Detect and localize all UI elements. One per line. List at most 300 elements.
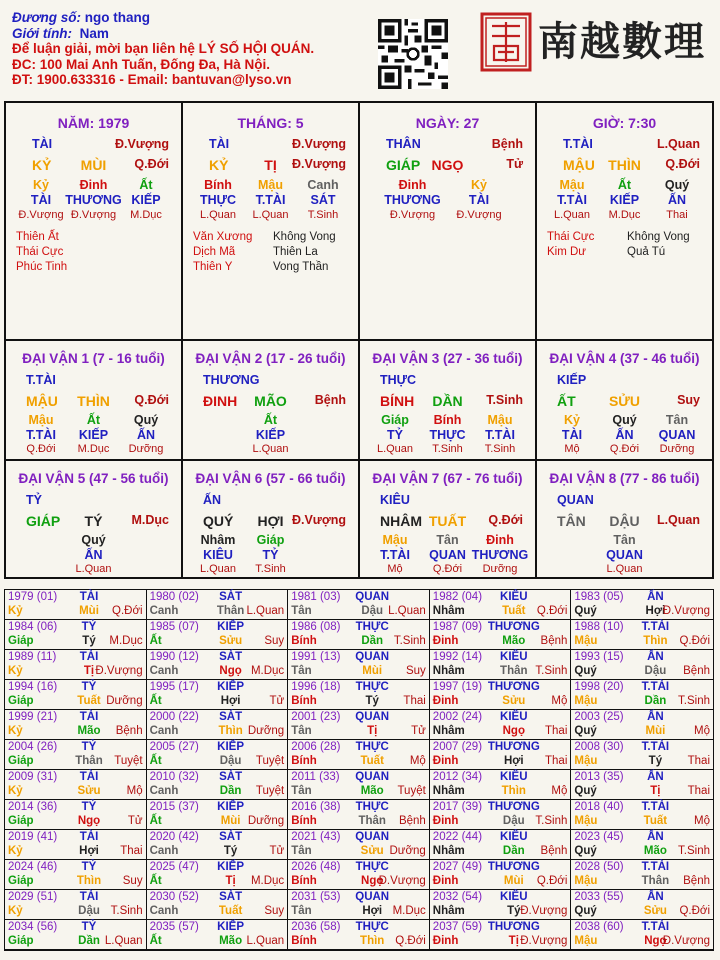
year-label: 1986 (08)	[291, 621, 341, 633]
hidden-stem: Quý	[81, 533, 106, 547]
dai-van-can: ĐINH	[203, 393, 238, 409]
year-god: TÀI	[79, 771, 99, 783]
year-status: Tử	[269, 845, 285, 857]
year-label: 1980 (02)	[149, 591, 199, 603]
year-cell	[288, 590, 430, 620]
year-label: 2027 (49)	[432, 861, 483, 873]
pillar-can: MẬU	[563, 157, 595, 173]
year-label: 1998 (20)	[574, 681, 624, 693]
hidden-stem: Bính	[204, 178, 232, 192]
year-chi: Dậu	[502, 815, 525, 827]
year-can: Nhâm	[432, 785, 465, 797]
year-chi: Dần	[361, 635, 384, 647]
pillar-chi-status: Q.Đới	[134, 157, 169, 171]
pillar-hidden-gods-row	[183, 193, 358, 209]
dai-van-god-row	[183, 493, 358, 509]
dai-van-god: QUAN	[557, 493, 594, 507]
year-label: 2013 (35)	[574, 771, 624, 783]
dai-van-can: QUÝ	[203, 513, 234, 529]
dai-van-god-row	[360, 493, 535, 509]
year-can: Mậu	[574, 755, 598, 767]
year-status: Tử	[269, 695, 285, 707]
year-status: L.Quan	[104, 935, 143, 947]
dai-van-title: ĐẠI VẬN 5 (47 - 56 tuổi)	[18, 471, 169, 486]
dai-van-hidden-gods-row	[6, 428, 181, 444]
hidden-state: Thai	[666, 209, 688, 221]
year-god: QUAN	[355, 651, 390, 663]
year-god: SÁT	[219, 831, 243, 843]
dai-van-hidden-row	[537, 413, 712, 429]
hidden-state: T.Sinh	[255, 563, 286, 575]
star-left: Văn Xương	[193, 231, 253, 243]
year-status: Tuyệt	[255, 755, 285, 767]
year-chi: Tị	[83, 665, 95, 677]
pillar-can-chi-row	[537, 157, 712, 173]
star-row	[183, 231, 358, 247]
hidden-state: L.Quan	[606, 563, 643, 575]
contact-line: Để luận giải, mời bạn liên hệ LÝ SỐ HỘI QUÁN.	[12, 41, 315, 57]
year-can: Canh	[149, 665, 179, 677]
year-cell	[430, 800, 572, 830]
year-status: T.Sinh	[678, 695, 710, 707]
year-can: Nhâm	[432, 725, 465, 737]
year-can: Ất	[149, 935, 162, 947]
year-chi: Hợi	[362, 905, 383, 917]
pillar-hidden-states-row	[6, 209, 181, 225]
dai-van-god-row	[183, 373, 358, 389]
hidden-stem: Ất	[86, 413, 101, 427]
pillar-can-god: TÀI	[209, 137, 230, 151]
year-can: Canh	[149, 845, 179, 857]
year-cell	[288, 620, 430, 650]
hidden-state: Q.Đới	[26, 443, 56, 455]
dai-van-title: ĐẠI VẬN 7 (67 - 76 tuổi)	[372, 471, 523, 486]
dai-van-hidden-states-row	[537, 563, 712, 579]
dai-van-can-chi-row	[6, 513, 181, 529]
dai-van-title: ĐẠI VẬN 1 (7 - 16 tuổi)	[22, 351, 165, 366]
dai-van-hidden-gods-row	[537, 548, 712, 564]
year-status: Q.Đới	[679, 635, 710, 647]
dai-van-hidden-states-row	[6, 563, 181, 579]
dai-van-hidden-gods-row	[183, 428, 358, 444]
dai-van-hidden-row	[537, 533, 712, 549]
year-can: Quý	[574, 725, 597, 737]
year-god: TỶ	[81, 861, 97, 873]
dai-van-hidden-gods-row	[183, 548, 358, 564]
year-cell	[571, 590, 713, 620]
year-status: Tuyệt	[255, 785, 285, 797]
year-can: Tân	[291, 785, 312, 797]
year-can: Giáp	[8, 935, 34, 947]
year-chi: Mão	[77, 725, 101, 737]
dai-van-chi: TUẤT	[428, 513, 467, 529]
pillar-column	[360, 103, 537, 339]
year-can: Giáp	[8, 875, 34, 887]
year-chi: Ngọ	[361, 875, 384, 887]
year-god: T.TÀI	[641, 621, 670, 633]
year-cell	[5, 860, 147, 890]
year-label: 1992 (14)	[432, 651, 483, 663]
year-god: TỶ	[81, 801, 97, 813]
dai-van-god-row	[537, 493, 712, 509]
star-left: Thiên Ất	[16, 231, 59, 243]
star-row	[537, 246, 712, 262]
hidden-god: ẤN	[136, 428, 156, 442]
hidden-stem: Kỷ	[33, 178, 49, 192]
year-label: 1981 (03)	[291, 591, 341, 603]
hidden-stem: Tân	[665, 413, 689, 427]
dai-van-hidden-row	[6, 413, 181, 429]
pillar-can: KỶ	[209, 157, 229, 173]
hidden-god: QUAN	[429, 548, 466, 562]
year-cell	[571, 890, 713, 920]
year-label: 2021 (43)	[291, 831, 341, 843]
star-row	[183, 246, 358, 262]
year-label: 2006 (28)	[291, 741, 341, 753]
hidden-state: L.Quan	[252, 443, 289, 455]
year-can: Bính	[291, 695, 317, 707]
year-cell	[288, 710, 430, 740]
year-status: Suy	[264, 635, 285, 647]
year-status: Mộ	[694, 725, 710, 737]
year-god: SÁT	[219, 591, 243, 603]
year-god: TỶ	[81, 621, 97, 633]
year-god: KIẾP	[217, 801, 245, 813]
year-cell	[288, 890, 430, 920]
hidden-god: T.TÀI	[26, 428, 56, 442]
year-status: Tuyệt	[114, 755, 143, 767]
dai-van-title: ĐẠI VẬN 4 (37 - 46 tuổi)	[549, 351, 700, 366]
year-can: Nhâm	[432, 665, 465, 677]
year-status: M.Dục	[392, 905, 426, 917]
year-status: M.Dục	[250, 875, 285, 887]
year-chi: Thân	[216, 605, 245, 617]
year-status: Tử	[127, 815, 143, 827]
star-row	[6, 261, 181, 277]
hidden-god: ẤN	[615, 428, 634, 442]
year-can: Đinh	[432, 635, 459, 647]
year-status: Bệnh	[683, 875, 710, 887]
year-god: THƯƠNG	[487, 801, 540, 813]
dai-van-can-chi-row	[6, 393, 181, 409]
hidden-god: KIẾP	[609, 193, 640, 207]
year-label: 1985 (07)	[149, 621, 199, 633]
year-label: 1987 (09)	[432, 621, 483, 633]
year-label: 2035 (57)	[149, 921, 199, 933]
qr-code-icon	[378, 19, 448, 89]
hidden-stem: Đinh	[486, 533, 514, 547]
year-god: ẤN	[647, 891, 664, 903]
pillar-chi: NGỌ	[431, 157, 464, 173]
year-label: 2025 (47)	[149, 861, 199, 873]
hidden-state: Đ.Vượng	[70, 209, 117, 221]
year-god: ẤN	[647, 711, 664, 723]
year-cell	[5, 890, 147, 920]
year-chi: Tý	[223, 845, 238, 857]
pillar-can-status: Bệnh	[491, 137, 523, 151]
year-label: 2032 (54)	[432, 891, 483, 903]
dai-van-hidden-gods-row	[360, 428, 535, 444]
dai-van-hidden-row	[183, 533, 358, 549]
hidden-god: KIẾP	[131, 193, 161, 207]
year-status: Suy	[122, 875, 143, 887]
year-cell	[571, 860, 713, 890]
year-cell	[147, 590, 289, 620]
hidden-god: T.TÀI	[255, 193, 286, 207]
pillar-column	[183, 103, 360, 339]
hidden-state: Dưỡng	[659, 443, 695, 455]
year-god: KIÊU	[500, 591, 528, 603]
year-can: Quý	[574, 665, 597, 677]
hidden-state: L.Quan	[199, 563, 237, 575]
pillar-can-chi-row	[183, 157, 358, 173]
year-god: THỰC	[355, 741, 389, 753]
year-can: Kỷ	[8, 905, 23, 917]
year-label: 2014 (36)	[8, 801, 58, 813]
hidden-god: THƯƠNG	[65, 193, 122, 207]
year-cell	[288, 740, 430, 770]
year-label: 2037 (59)	[432, 921, 483, 933]
star-left: Phúc Tinh	[16, 261, 68, 273]
pillar-hidden-gods-row	[537, 193, 712, 209]
year-can: Quý	[574, 905, 597, 917]
year-god: QUAN	[355, 711, 390, 723]
year-cell	[430, 710, 572, 740]
year-god: THƯƠNG	[487, 681, 540, 693]
year-cell	[288, 800, 430, 830]
hidden-stem: Đinh	[398, 178, 427, 192]
year-god: SÁT	[219, 891, 243, 903]
hidden-state: Đ.Vượng	[18, 209, 64, 221]
year-god: THỰC	[355, 681, 389, 693]
hidden-state: L.Quan	[75, 563, 112, 575]
star-right: Thiên La	[273, 246, 318, 258]
hidden-god: TÀI	[468, 193, 490, 207]
year-label: 2022 (44)	[432, 831, 483, 843]
year-label: 2030 (52)	[149, 891, 199, 903]
star-right: Quả Tú	[627, 246, 666, 258]
year-cell	[288, 770, 430, 800]
dai-van-cell	[183, 341, 360, 459]
year-can: Đinh	[432, 875, 459, 887]
year-can: Nhâm	[432, 605, 465, 617]
year-cell	[571, 620, 713, 650]
year-chi: Sửu	[360, 845, 384, 857]
year-label: 2007 (29)	[432, 741, 483, 753]
dai-van-can-chi-row	[183, 393, 358, 409]
year-label: 1997 (19)	[432, 681, 483, 693]
year-label: 2024 (46)	[8, 861, 58, 873]
year-can: Giáp	[8, 815, 34, 827]
year-chi: Sửu	[643, 905, 667, 917]
year-chi: Dậu	[361, 605, 384, 617]
pillar-can-status: Đ.Vượng	[291, 137, 346, 151]
star-row	[6, 231, 181, 247]
pillar-can: KỶ	[32, 157, 52, 173]
year-cell	[430, 770, 572, 800]
phone-email-line: ĐT: 1900.633316 - Email: bantuvan@lyso.vn	[12, 72, 292, 88]
hidden-state: Q.Đới	[432, 563, 463, 575]
hidden-state: Dưỡng	[128, 443, 164, 455]
year-cell	[147, 650, 289, 680]
year-chi: Tuất	[643, 815, 668, 827]
year-label: 2038 (60)	[574, 921, 624, 933]
year-cell	[571, 710, 713, 740]
year-label: 2011 (33)	[291, 771, 340, 783]
pillar-god-row	[537, 137, 712, 153]
hidden-god: THỰC	[429, 428, 466, 442]
year-label: 2000 (22)	[149, 711, 199, 723]
dai-van-chi: MÃO	[254, 393, 287, 409]
year-status: Thai	[120, 845, 143, 857]
year-cell	[5, 830, 147, 860]
hidden-state: M.Dục	[77, 443, 110, 455]
year-cell	[5, 590, 147, 620]
year-cell	[430, 620, 572, 650]
year-chi: Tý	[507, 905, 521, 917]
dai-van-hidden-gods-row	[6, 548, 181, 564]
pillar-hidden-states-row	[360, 209, 535, 225]
year-chi: Thân	[641, 875, 670, 887]
hidden-stem: Giáp	[381, 413, 409, 427]
dai-van-title: ĐẠI VẬN 6 (57 - 66 tuổi)	[195, 471, 346, 486]
dai-van-title: ĐẠI VẬN 8 (77 - 86 tuổi)	[549, 471, 700, 486]
year-chi: Dậu	[644, 665, 667, 677]
dai-van-god: TỶ	[26, 493, 42, 507]
year-status: Q.Đới	[536, 875, 568, 887]
dai-van-can: NHÂM	[380, 513, 422, 529]
star-row	[537, 231, 712, 247]
year-status: M.Dục	[109, 635, 143, 647]
year-cell	[147, 890, 289, 920]
year-god: QUAN	[355, 591, 390, 603]
hidden-god: ẤN	[667, 193, 687, 207]
pillar-god-row	[183, 137, 358, 153]
year-can: Bính	[291, 815, 317, 827]
year-cell	[147, 830, 289, 860]
logo-title: 南越數理	[538, 18, 706, 65]
hidden-god: TỶ	[387, 428, 403, 442]
year-status: Đ.Vượng	[378, 875, 426, 887]
year-god: TỶ	[81, 741, 97, 753]
year-label: 2029 (51)	[8, 891, 58, 903]
year-chi: Ngọ	[644, 935, 667, 947]
year-status: T.Sinh	[393, 635, 426, 647]
dai-van-cell	[6, 461, 183, 579]
year-god: ẤN	[647, 651, 664, 663]
pillar-chi-status: Tử	[506, 157, 523, 171]
year-chi: Dậu	[219, 755, 242, 767]
year-can: Giáp	[8, 755, 34, 767]
year-label: 1995 (17)	[149, 681, 199, 693]
year-cell	[5, 920, 147, 950]
year-chi: Hợi	[220, 695, 241, 707]
hidden-stem: Canh	[307, 178, 339, 192]
dai-van-chi: HỢI	[257, 513, 284, 529]
star-left: Thái Cực	[547, 231, 595, 243]
year-cell	[430, 890, 572, 920]
year-label: 2020 (42)	[149, 831, 199, 843]
year-label: 2004 (26)	[8, 741, 58, 753]
year-god: KIÊU	[500, 891, 528, 903]
year-status: Đ.Vượng	[520, 905, 568, 917]
year-cell	[288, 920, 430, 950]
year-god: TÀI	[79, 591, 99, 603]
dai-van-status: Bệnh	[314, 393, 346, 407]
year-status: Bệnh	[683, 665, 710, 677]
year-can: Mậu	[574, 815, 598, 827]
year-chi: Thìn	[218, 725, 243, 737]
dai-van-cell	[183, 461, 360, 579]
dai-van-hidden-row	[6, 533, 181, 549]
year-label: 2034 (56)	[8, 921, 58, 933]
hidden-state: T.Sinh	[432, 443, 463, 455]
year-can: Ất	[149, 815, 162, 827]
hidden-state: L.Quan	[199, 209, 237, 221]
year-can: Kỷ	[8, 785, 23, 797]
year-god: KIÊU	[500, 651, 528, 663]
year-cell	[571, 650, 713, 680]
year-cell	[430, 830, 572, 860]
year-god: TÀI	[79, 831, 99, 843]
year-label: 1982 (04)	[432, 591, 483, 603]
year-status: L.Quan	[388, 605, 426, 617]
dai-van-status: Đ.Vượng	[291, 513, 346, 527]
year-chi: Tý	[82, 635, 96, 647]
dai-van-hidden-states-row	[6, 443, 181, 459]
year-cell	[147, 710, 289, 740]
hidden-state: T.Sinh	[307, 209, 339, 221]
dai-van-can-chi-row	[537, 513, 712, 529]
year-can: Ất	[149, 695, 162, 707]
year-can: Canh	[149, 725, 179, 737]
year-chi: Hợi	[645, 605, 666, 617]
year-status: Tử	[411, 725, 426, 737]
year-can: Kỷ	[8, 725, 23, 737]
hidden-god: THỰC	[199, 193, 237, 207]
pillar-hidden-states-row	[537, 209, 712, 225]
year-status: T.Sinh	[110, 905, 143, 917]
year-label: 1979 (01)	[8, 591, 58, 603]
year-can: Ất	[149, 755, 162, 767]
dai-van-cell	[360, 461, 537, 579]
year-cell	[147, 770, 289, 800]
year-cell	[288, 830, 430, 860]
year-label: 1988 (10)	[574, 621, 624, 633]
year-status: Thai	[687, 755, 710, 767]
year-status: Mộ	[551, 695, 568, 707]
year-chi: Sửu	[77, 785, 101, 797]
dai-van-god-row	[6, 493, 181, 509]
year-status: Mộ	[694, 815, 710, 827]
year-god: THỰC	[355, 921, 389, 933]
year-can: Ất	[149, 875, 162, 887]
hidden-god: THƯƠNG	[384, 193, 441, 207]
year-god: KIẾP	[217, 621, 245, 633]
annual-luck-grid	[4, 589, 714, 951]
year-chi: Thìn	[501, 785, 526, 797]
year-cell	[430, 650, 572, 680]
year-status: Dưỡng	[247, 815, 285, 827]
pillar-hidden-row	[183, 178, 358, 194]
pillar-column	[6, 103, 183, 339]
dai-van-status: L.Quan	[656, 513, 700, 527]
year-can: Kỷ	[8, 845, 23, 857]
hidden-stem: Đinh	[79, 178, 108, 192]
star-left: Dịch Mã	[193, 246, 236, 258]
dai-van-god: T.TÀI	[26, 373, 56, 387]
dai-van-status: T.Sinh	[486, 393, 523, 407]
